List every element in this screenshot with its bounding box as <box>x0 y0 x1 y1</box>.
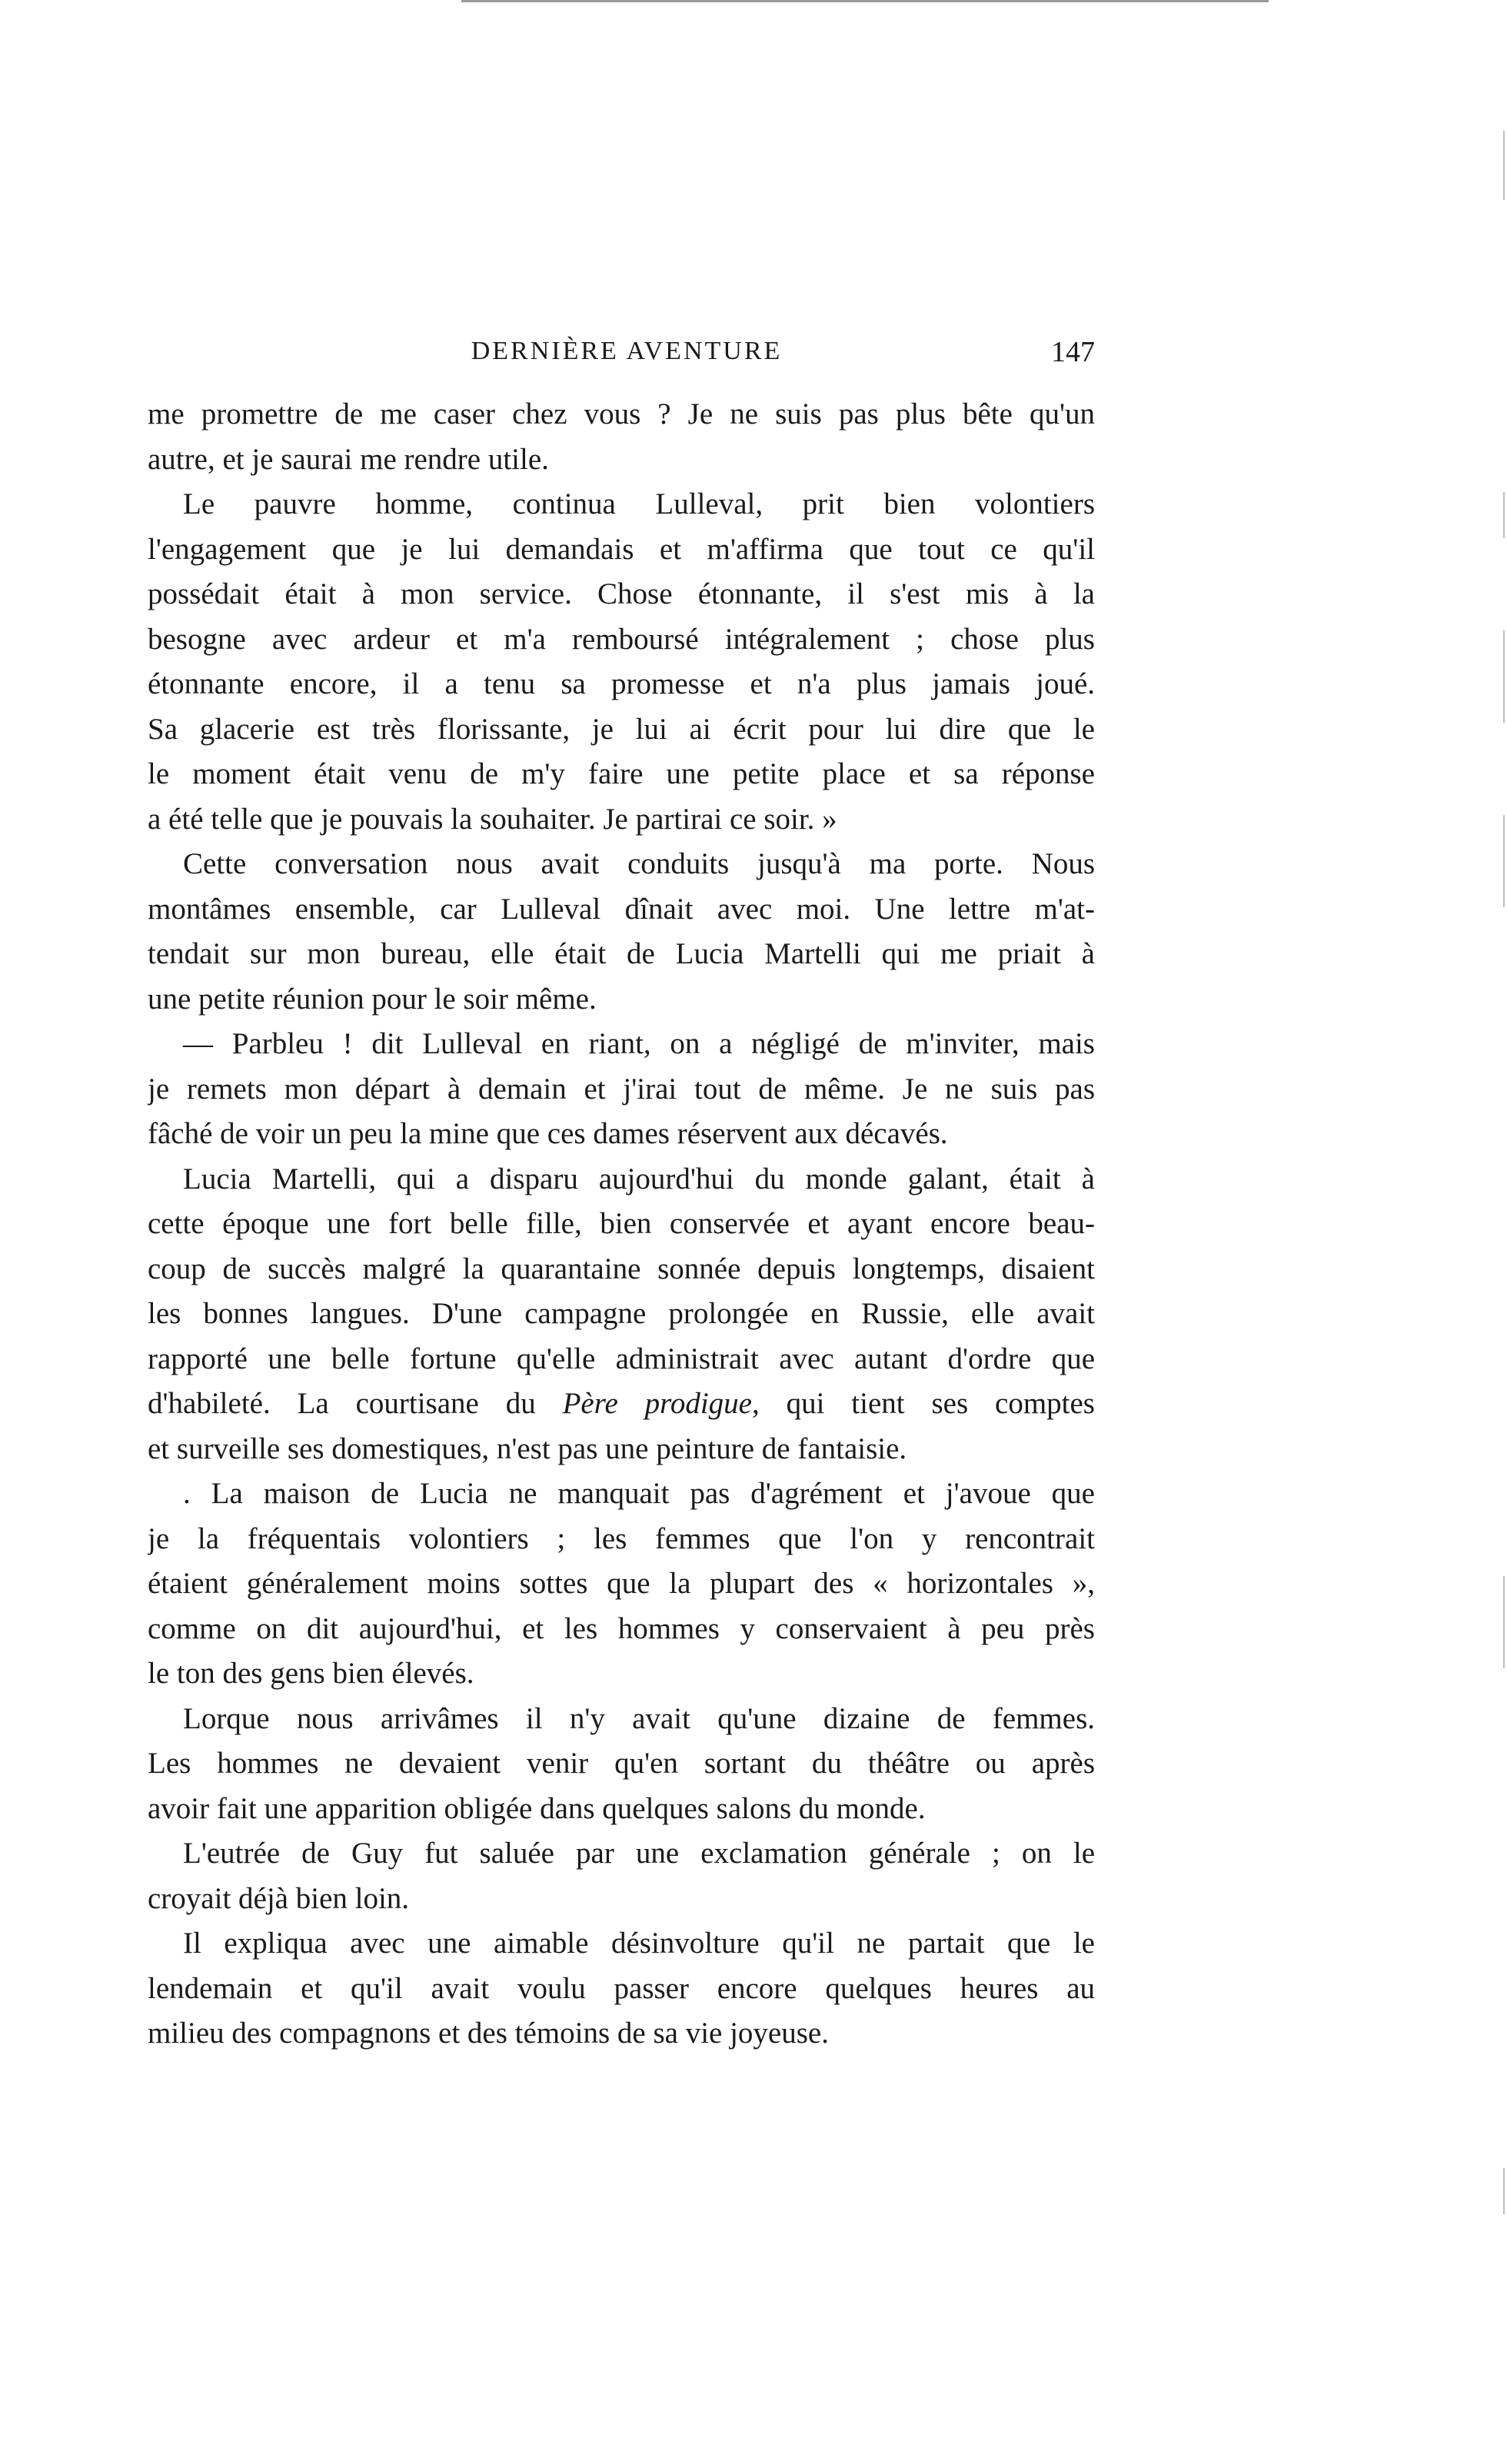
text-line: besogne avec ardeur et m'a remboursé intégralement ; chose plus <box>148 622 1095 656</box>
text-line: l'engagement que je lui demandais et m'affirma que tout ce qu'il <box>148 532 1095 566</box>
scan-edge-mark <box>1503 630 1505 723</box>
text-line: Lucia Martelli, qui a disparu aujourd'hui du monde galant, était à <box>183 1162 1095 1195</box>
running-title: DERNIÈRE AVENTURE <box>471 337 783 365</box>
text-line: fâché de voir un peu la mine que ces dames réservent aux décavés. <box>148 1117 948 1150</box>
italic-title: Père prodigue <box>562 1387 752 1420</box>
text-line: les bonnes langues. D'une campagne prolongée en Russie, elle avait <box>148 1297 1095 1330</box>
text-line: . La maison de Lucia ne manquait pas d'agrément et j'avoue que <box>183 1477 1095 1510</box>
text-line: Les hommes ne devaient venir qu'en sortant du théâtre ou après <box>148 1747 1095 1780</box>
text-line: Le pauvre homme, continua Lulleval, prit bien volontiers <box>183 487 1095 520</box>
text-line: comme on dit aujourd'hui, et les hommes y conservaient à peu près <box>148 1611 1095 1645</box>
text-line: milieu des compagnons et des témoins de sa vie joyeuse. <box>148 2017 829 2050</box>
text-line: me promettre de me caser chez vous ? Je ne suis pas plus bête qu'un <box>148 397 1095 431</box>
text-line: montâmes ensemble, car Lulleval dînait avec moi. Une lettre m'at- <box>148 892 1095 926</box>
scan-edge-mark <box>1503 815 1505 907</box>
scan-edge-mark <box>1503 492 1505 538</box>
text-line: coup de succès malgré la quarantaine sonnée depuis longtemps, disaient <box>148 1252 1095 1285</box>
scan-edge-mark <box>1503 131 1505 200</box>
text-line: lendemain et qu'il avait voulu passer encore quelques heures au <box>148 1971 1095 2005</box>
text-line: cette époque une fort belle fille, bien conservée et ayant encore beau- <box>148 1207 1095 1240</box>
text-line: Cette conversation nous avait conduits jusqu'à ma porte. Nous <box>183 847 1095 880</box>
text-line: une petite réunion pour le soir même. <box>148 982 597 1016</box>
text-line: et surveille ses domestiques, n'est pas une peinture de fantaisie. <box>148 1432 907 1465</box>
text-line: tendait sur mon bureau, elle était de Lucia Martelli qui me priait à <box>148 937 1095 970</box>
text-segment: d'habileté. La courtisane du <box>148 1387 563 1420</box>
text-line: je remets mon départ à demain et j'irai tout de même. Je ne suis pas <box>148 1072 1095 1106</box>
text-line: a été telle que je pouvais la souhaiter. Je partirai ce soir. » <box>148 802 837 836</box>
text-line: Lorque nous arrivâmes il n'y avait qu'une dizaine de femmes. <box>183 1701 1095 1735</box>
text-line: rapporté une belle fortune qu'elle administrait avec autant d'ordre que <box>148 1342 1095 1375</box>
page-number: 147 <box>1051 336 1095 368</box>
text-line: je la fréquentais volontiers ; les femmes que l'on y rencontrait <box>148 1521 1095 1555</box>
text-line: — Parbleu ! dit Lulleval en riant, on a négligé de m'inviter, mais <box>183 1027 1095 1060</box>
text-line: étonnante encore, il a tenu sa promesse et n'a plus jamais joué. <box>148 667 1095 700</box>
scan-edge-mark <box>1503 1576 1505 1668</box>
scan-edge-top <box>461 0 1269 2</box>
text-line: le moment était venu de m'y faire une petite place et sa réponse <box>148 757 1095 790</box>
text-line: avoir fait une apparition obligée dans quelques salons du monde. <box>148 1791 926 1825</box>
text-line: possédait était à mon service. Chose étonnante, il s'est mis à la <box>148 577 1095 610</box>
text-line: étaient généralement moins sottes que la plupart des « horizontales », <box>148 1567 1095 1600</box>
text-line: le ton des gens bien élevés. <box>148 1657 474 1690</box>
text-line: croyait déjà bien loin. <box>148 1881 410 1915</box>
text-line: Il expliqua avec une aimable désinvolture qu'il ne partait que le <box>183 1927 1095 1960</box>
text-line <box>148 1382 1095 1427</box>
scan-edge-mark <box>1503 2168 1505 2214</box>
text-line: autre, et je saurai me rendre utile. <box>148 442 549 476</box>
body-text <box>148 392 1095 2057</box>
text-line: L'eutrée de Guy fut saluée par une exclamation générale ; on le <box>183 1837 1095 1870</box>
text-line: Sa glacerie est très florissante, je lui ai écrit pour lui dire que le <box>148 712 1095 746</box>
text-segment: , qui tient ses comptes <box>752 1387 1095 1420</box>
